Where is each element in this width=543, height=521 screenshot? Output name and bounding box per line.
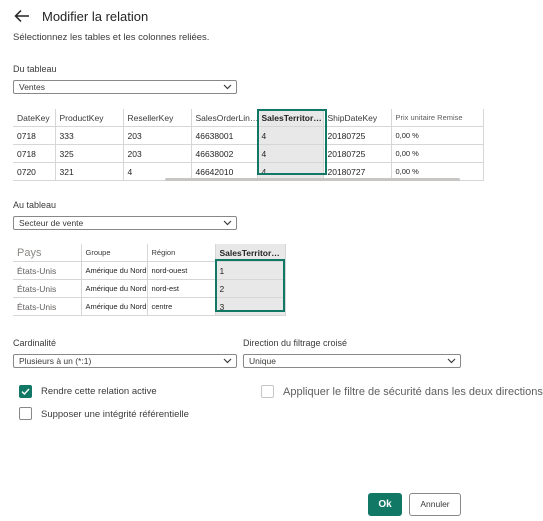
to-table-dropdown[interactable] bbox=[13, 216, 237, 230]
table-row bbox=[13, 280, 285, 298]
from-table-dropdown[interactable] bbox=[13, 80, 237, 94]
cross-filter-label: Direction du filtrage croisé bbox=[243, 338, 348, 348]
to-table-selected: Secteur de vente bbox=[19, 218, 84, 228]
from-table-header-row bbox=[13, 109, 483, 127]
chevron-down-icon bbox=[447, 357, 456, 365]
cardinality-label: Cardinalité bbox=[13, 338, 57, 348]
table-cell: nord-ouest bbox=[147, 262, 215, 280]
referential-integrity-checkbox[interactable] bbox=[19, 407, 32, 420]
column-header[interactable]: Prix unitaire Remise bbox=[391, 109, 483, 127]
column-header[interactable]: Pays bbox=[13, 244, 81, 262]
table-cell[interactable]: 4 bbox=[257, 127, 323, 145]
column-header[interactable]: ShipDateKey bbox=[323, 109, 391, 127]
table-cell: Amérique du Nord bbox=[81, 298, 147, 316]
table-cell: États-Unis bbox=[13, 298, 81, 316]
table-cell: 0,00 % bbox=[391, 163, 483, 181]
table-row bbox=[13, 145, 483, 163]
ok-button[interactable]: Ok bbox=[368, 493, 402, 516]
chevron-down-icon bbox=[223, 357, 232, 365]
checkmark-icon bbox=[20, 386, 31, 397]
cross-filter-selected: Unique bbox=[249, 356, 276, 366]
column-header[interactable]: Région bbox=[147, 244, 215, 262]
column-header[interactable]: ResellerKey bbox=[123, 109, 191, 127]
table-cell: 0,00 % bbox=[391, 127, 483, 145]
table-cell: États-Unis bbox=[13, 280, 81, 298]
cardinality-dropdown[interactable] bbox=[13, 354, 237, 368]
table-cell[interactable]: 3 bbox=[215, 298, 285, 316]
table-cell: États-Unis bbox=[13, 262, 81, 280]
to-table-label: Au tableau bbox=[13, 200, 57, 210]
to-table-header-row bbox=[13, 244, 285, 262]
table-cell: 46642010 bbox=[191, 163, 257, 181]
column-header[interactable]: DateKey bbox=[13, 109, 55, 127]
column-header[interactable]: Groupe bbox=[81, 244, 147, 262]
selected-column-header[interactable]: SalesTerritor… bbox=[215, 244, 285, 262]
table-row bbox=[13, 262, 285, 280]
table-cell: Amérique du Nord bbox=[81, 262, 147, 280]
table-cell[interactable]: 4 bbox=[257, 145, 323, 163]
column-header[interactable]: SalesOrderLin… bbox=[191, 109, 257, 127]
cross-filter-dropdown[interactable] bbox=[243, 354, 461, 368]
chevron-down-icon bbox=[223, 83, 232, 91]
table-cell: centre bbox=[147, 298, 215, 316]
from-table-label: Du tableau bbox=[13, 64, 57, 74]
security-filter-label: Appliquer le filtre de sécurité dans les deux directions bbox=[283, 386, 543, 398]
dialog-subtitle: Sélectionnez les tables et les colonnes reliées. bbox=[13, 32, 210, 43]
selected-column-header[interactable]: SalesTerritor… bbox=[257, 109, 323, 127]
active-relationship-label: Rendre cette relation active bbox=[41, 386, 157, 397]
table-cell: 20180725 bbox=[323, 145, 391, 163]
table-cell: 333 bbox=[55, 127, 123, 145]
table-cell: 46638002 bbox=[191, 145, 257, 163]
table-cell: 203 bbox=[123, 145, 191, 163]
table-cell: 325 bbox=[55, 145, 123, 163]
cardinality-selected: Plusieurs à un (*:1) bbox=[19, 356, 92, 366]
table-cell: 4 bbox=[123, 163, 191, 181]
table-cell: 0,00 % bbox=[391, 145, 483, 163]
table-cell: 203 bbox=[123, 127, 191, 145]
table-cell: Amérique du Nord bbox=[81, 280, 147, 298]
table-cell: 0720 bbox=[13, 163, 55, 181]
referential-integrity-label: Supposer une intégrité référentielle bbox=[41, 409, 189, 420]
dialog-title: Modifier la relation bbox=[42, 9, 149, 24]
table-cell: 20180727 bbox=[323, 163, 391, 181]
to-table-preview[interactable] bbox=[13, 244, 285, 312]
horizontal-scrollbar[interactable] bbox=[165, 178, 460, 181]
security-filter-checkbox[interactable] bbox=[261, 385, 274, 398]
table-cell: nord-est bbox=[147, 280, 215, 298]
table-cell: 0718 bbox=[13, 145, 55, 163]
table-cell[interactable]: 4 bbox=[257, 163, 323, 181]
chevron-down-icon bbox=[223, 219, 232, 227]
from-table-preview[interactable] bbox=[13, 109, 472, 175]
table-cell: 20180725 bbox=[323, 127, 391, 145]
table-cell: 321 bbox=[55, 163, 123, 181]
arrow-left-icon[interactable] bbox=[14, 9, 30, 23]
table-cell: 46638001 bbox=[191, 127, 257, 145]
table-cell[interactable]: 2 bbox=[215, 280, 285, 298]
column-header[interactable]: ProductKey bbox=[55, 109, 123, 127]
table-row bbox=[13, 298, 285, 316]
active-relationship-checkbox[interactable] bbox=[19, 385, 32, 398]
table-cell: 0718 bbox=[13, 127, 55, 145]
table-row bbox=[13, 127, 483, 145]
from-table-selected: Ventes bbox=[19, 82, 45, 92]
cancel-button[interactable]: Annuler bbox=[409, 493, 461, 516]
table-cell[interactable]: 1 bbox=[215, 262, 285, 280]
